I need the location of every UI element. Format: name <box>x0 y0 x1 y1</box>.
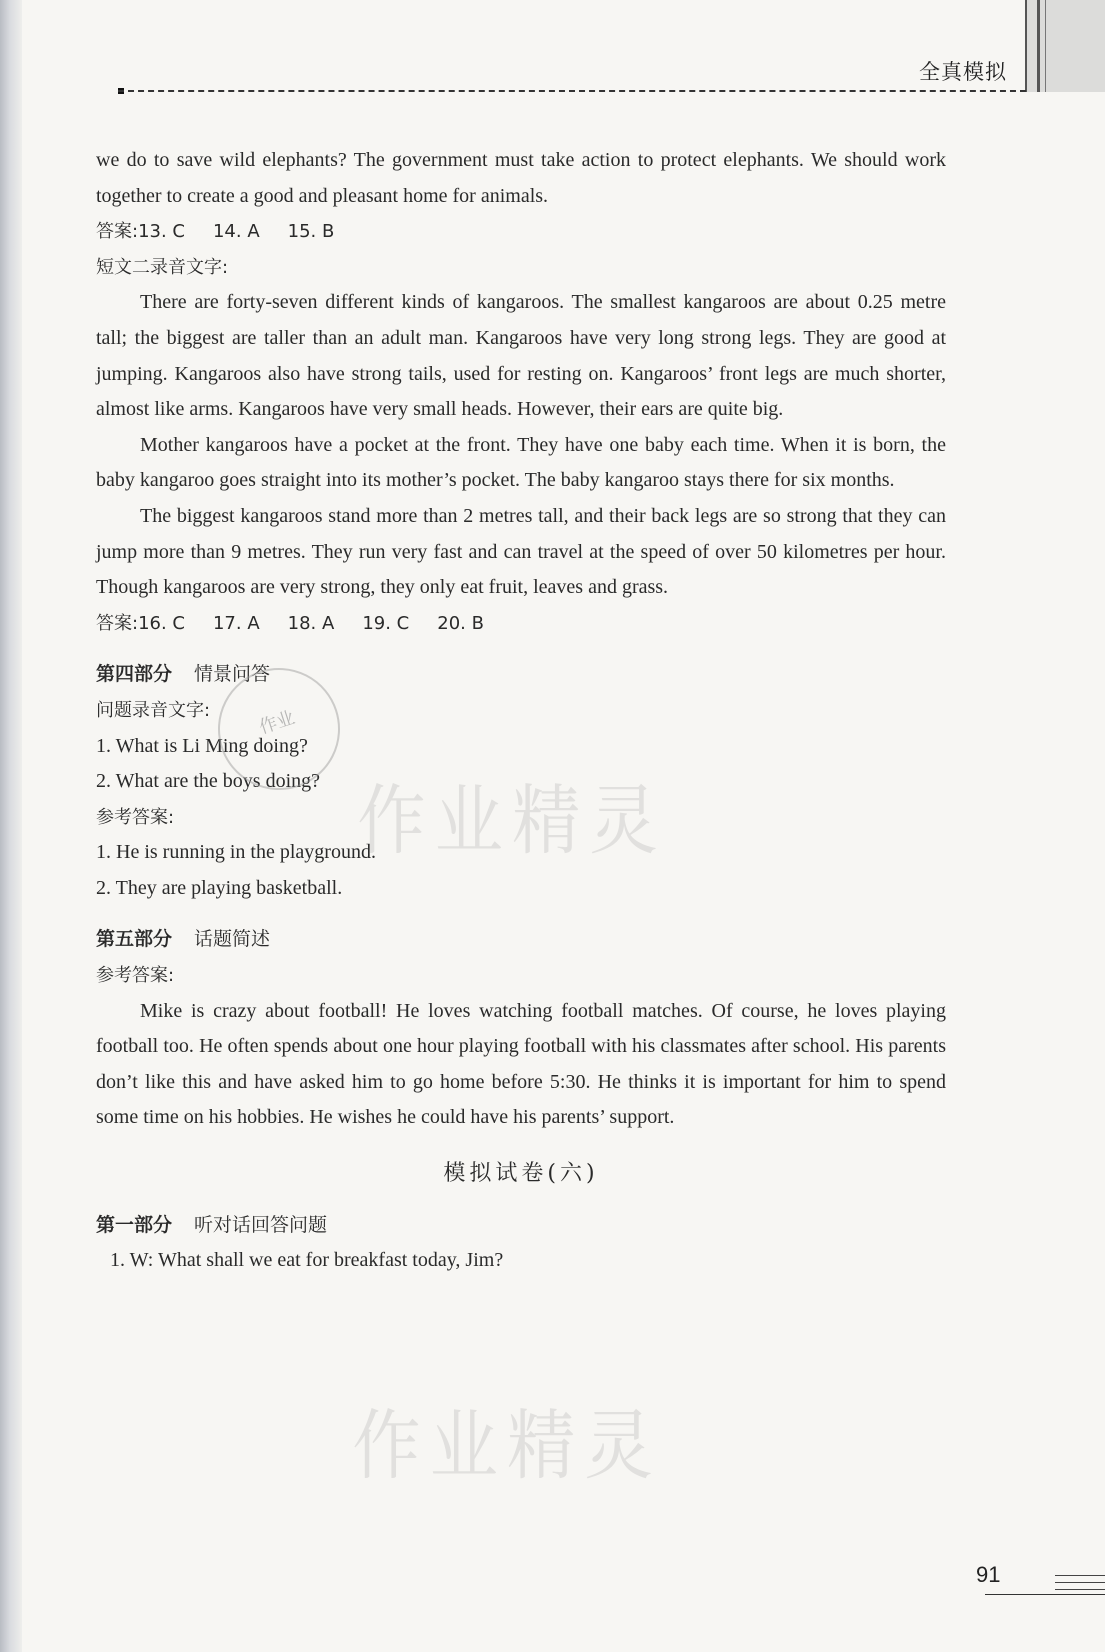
part4-answer-1: 1. He is running in the playground. <box>96 841 376 864</box>
part4-answer-2: 2. They are playing basketball. <box>96 876 343 899</box>
part4-questions-label: 问题录音文字: <box>96 699 211 721</box>
passage2-paragraph-1: There are forty-seven different kinds of kangaroos. The smallest kangaroos are about 0.25 metre tall; the biggest are taller than an adult man. Kangaroos have very long strong legs. They are good at jumping. Kangaroos also have strong tails, used for resting on. Kangaroos’ front legs are much shorter, almost like arms. Kangaroos have very small heads. However, their ears are quite big. <box>96 291 946 421</box>
page-number-lines <box>1055 1575 1105 1596</box>
part5-answers-label: 参考答案: <box>96 965 175 987</box>
part4-question-2: 2. What are the boys doing? <box>96 770 321 793</box>
header-tab-decoration <box>1025 0 1105 92</box>
passage2-paragraph-3: The biggest kangaroos stand more than 2 metres tall, and their back legs are so strong that they can jump more than 9 metres. They run very fast and can travel at the speed of over 50 kilometres per hour. Though kangaroos are very strong, they only eat fruit, leaves and grass. <box>96 504 946 599</box>
header-title: 全真模拟 <box>919 60 1007 84</box>
watermark-text: 作业精灵 <box>352 1401 662 1490</box>
answers-13-15: 答案:13. C 14. A 15. B <box>96 221 335 243</box>
paper-title: 模拟试卷(六) <box>443 1161 599 1187</box>
header-rule <box>118 90 1026 92</box>
part1-heading: 第一部分 听对话回答问题 <box>96 1213 328 1236</box>
part1-question-1: 1. W: What shall we eat for breakfast today, Jim? <box>110 1249 504 1272</box>
part4-answers-label: 参考答案: <box>96 806 175 828</box>
passage2-paragraph-2: Mother kangaroos have a pocket at the front. They have one baby each time. When it is born, the baby kangaroo goes straight into its mother’s pocket. The baby kangaroo stays there for six months. <box>96 433 946 492</box>
page-edge <box>0 0 22 1652</box>
watermark-text: 作业精灵 <box>357 776 667 865</box>
part5-heading: 第五部分 话题简述 <box>96 928 271 951</box>
part4-question-1: 1. What is Li Ming doing? <box>96 734 308 757</box>
part5-answer: Mike is crazy about football! He loves watching football matches. Of course, he loves playing football too. He often spends about one hour playing football with his classmates after school. His parents don’t like this and have asked him to go home before 5:30. He thinks it is important for him to spend some time on his hobbies. He wishes he could have his parents’ support. <box>96 999 946 1129</box>
page-number: 91 <box>976 1562 1001 1587</box>
passage2-label: 短文二录音文字: <box>96 256 229 278</box>
answers-16-20: 答案:16. C 17. A 18. A 19. C 20. B <box>96 612 484 634</box>
part4-heading: 第四部分 情景问答 <box>96 663 271 686</box>
paragraph-continued: we do to save wild elephants? The government must take action to protect elephants. We should work together to create a good and pleasant home for animals. <box>96 149 946 207</box>
watermark-stamp: 作业 <box>202 652 356 806</box>
